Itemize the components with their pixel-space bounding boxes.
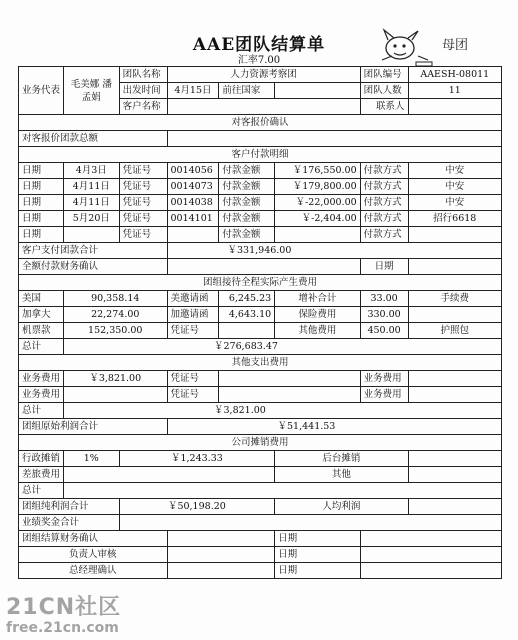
usa-value[interactable]: 90,358.14 (64, 291, 167, 307)
finance-settle-label: 团组结算财务确认 (19, 531, 168, 547)
fee-label: 手续费 (408, 291, 501, 307)
exchange-rate: 汇率7.00 (237, 55, 281, 66)
canada-label: 加拿大 (19, 307, 64, 323)
team-name-label: 团队名称 (119, 67, 167, 83)
other-expense-value-2[interactable] (408, 387, 501, 403)
payment-method-label: 付款方式 (360, 227, 408, 243)
payment-method[interactable] (408, 227, 501, 243)
payment-row (19, 211, 502, 227)
usa-label: 美国 (19, 291, 64, 307)
other-expense-value-2[interactable] (408, 371, 501, 387)
insurance-extra[interactable] (408, 307, 501, 323)
finance-settle-date-label: 日期 (275, 531, 360, 547)
costs-voucher-label: 凭证号 (167, 323, 219, 339)
quote-total-label: 对客报价团款总额 (19, 131, 168, 147)
payment-amount-label: 付款金额 (219, 163, 275, 179)
team-size-value[interactable]: 11 (408, 83, 501, 99)
travel-label: 差旅费用 (19, 467, 64, 483)
payment-date[interactable]: 4月3日 (64, 163, 120, 179)
finance-date-value[interactable] (408, 259, 501, 275)
gross-profit-value[interactable]: ￥51,441.53 (167, 419, 502, 435)
logo-text: 母团 (442, 38, 469, 53)
dest-label: 前往国家 (219, 83, 275, 99)
canada-invite-value[interactable]: 4,643.10 (219, 307, 275, 323)
payment-amount-label: 付款金额 (219, 195, 275, 211)
payment-amount-label: 付款金额 (219, 179, 275, 195)
payment-date-label: 日期 (19, 227, 64, 243)
reviewer-date-value[interactable] (360, 547, 501, 563)
other-cost-value[interactable]: 450.00 (360, 323, 408, 339)
client-value[interactable] (167, 99, 360, 115)
dest-value[interactable] (275, 83, 360, 99)
insurance-value[interactable]: 330.00 (360, 307, 408, 323)
payment-date[interactable]: 4月11日 (64, 195, 120, 211)
payment-voucher-label: 凭证号 (119, 227, 167, 243)
other-expense-voucher-value[interactable] (219, 371, 360, 387)
payment-row (19, 179, 502, 195)
back-label: 后台摊销 (275, 451, 408, 467)
net-profit-value[interactable]: ￥50,198.20 (119, 499, 275, 515)
payment-voucher-label: 凭证号 (119, 179, 167, 195)
shared-total-label: 总计 (19, 483, 64, 499)
other-expense-voucher-label: 凭证号 (167, 371, 219, 387)
supplement-label: 增补合计 (275, 291, 360, 307)
other-expense-total-value[interactable]: ￥3,821.00 (64, 403, 502, 419)
finance-confirm-label: 全额付款财务确认 (19, 259, 168, 275)
bonus-value[interactable] (119, 515, 501, 531)
business-rep-label: 业务代表 (19, 67, 64, 115)
shared-heading: 公司摊销费用 (19, 435, 502, 451)
quote-confirm-heading: 对客报价确认 (19, 115, 502, 131)
other-expense-label-2: 业务费用 (360, 387, 408, 403)
finance-settle-date-value[interactable] (360, 531, 501, 547)
payment-date-label: 日期 (19, 211, 64, 227)
payment-method-label: 付款方式 (360, 211, 408, 227)
payment-amount-label: 付款金额 (219, 227, 275, 243)
costs-heading: 团组接待全程实际产生费用 (19, 275, 502, 291)
other-expense-label: 业务费用 (19, 371, 64, 387)
payment-method[interactable]: 招行6618 (408, 211, 501, 227)
ticket-value[interactable]: 152,350.00 (64, 323, 167, 339)
payment-voucher[interactable]: 0014056 (167, 163, 219, 179)
payments-total-value[interactable]: ￥331,946.00 (167, 243, 502, 259)
other-cost-label: 其他费用 (275, 323, 360, 339)
payment-row (19, 227, 502, 243)
payments-heading: 客户付款明细 (19, 147, 502, 163)
payment-date-label: 日期 (19, 179, 64, 195)
payment-voucher-label: 凭证号 (119, 211, 167, 227)
settlement-table (18, 66, 502, 579)
finance-date-label: 日期 (360, 259, 408, 275)
other-expense-label: 业务费用 (19, 387, 64, 403)
payment-amount[interactable]: ￥-22,000.00 (275, 195, 360, 211)
bonus-label: 业绩奖金合计 (19, 515, 120, 531)
contact-label: 联系人 (360, 99, 408, 115)
payment-method-label: 付款方式 (360, 195, 408, 211)
client-label: 客户名称 (119, 99, 167, 115)
other-expense-value[interactable] (64, 387, 167, 403)
per-capita-value[interactable] (408, 499, 501, 515)
payment-voucher-label: 凭证号 (119, 195, 167, 211)
payment-method-label: 付款方式 (360, 179, 408, 195)
team-size-label: 团队人数 (360, 83, 408, 99)
shared-other-label: 其他 (275, 467, 408, 483)
costs-voucher-value[interactable] (219, 323, 275, 339)
usa-invite-label: 美邀请函 (167, 291, 219, 307)
canada-invite-label: 加邀请函 (167, 307, 219, 323)
net-profit-label: 团组纯利润合计 (19, 499, 120, 515)
reviewer-label: 负责人审核 (19, 547, 168, 563)
costs-total-value[interactable]: ￥276,683.47 (64, 339, 502, 355)
depart-value[interactable]: 4月15日 (167, 83, 219, 99)
other-expense-label-2: 业务费用 (360, 371, 408, 387)
payment-method[interactable]: 中安 (408, 163, 501, 179)
payment-date-label: 日期 (19, 163, 64, 179)
other-expense-total-label: 总计 (19, 403, 64, 419)
payment-method[interactable]: 中安 (408, 179, 501, 195)
payment-row (19, 163, 502, 179)
payment-row (19, 195, 502, 211)
other-expense-heading: 其他支出费用 (19, 355, 502, 371)
payments-total-label: 客户支付团款合计 (19, 243, 168, 259)
business-rep-names: 毛美娜 潘孟娟 (64, 67, 120, 115)
canada-value[interactable]: 22,274.00 (64, 307, 167, 323)
gm-label: 总经理确认 (19, 563, 168, 579)
team-name-value[interactable]: 人力资源考察团 (167, 67, 360, 83)
watermark-brand: 21CN社区 (6, 595, 122, 620)
quote-total-value[interactable] (167, 131, 502, 147)
payment-voucher[interactable] (167, 227, 219, 243)
finance-confirm-value[interactable] (167, 259, 360, 275)
payment-date-label: 日期 (19, 195, 64, 211)
team-no-label: 团队编号 (360, 67, 408, 83)
gross-profit-label: 团组原始利润合计 (19, 419, 168, 435)
travel-value[interactable] (64, 467, 275, 483)
passport-label: 护照包 (408, 323, 501, 339)
back-value[interactable] (408, 451, 501, 467)
other-expense-value[interactable]: ￥3,821.00 (64, 371, 167, 387)
cartoon-logo-icon (372, 26, 444, 68)
team-no-value[interactable]: AAESH-08011 (408, 67, 501, 83)
usa-invite-value[interactable]: 6,245.23 (219, 291, 275, 307)
payment-method[interactable]: 中安 (408, 195, 501, 211)
gm-value[interactable] (167, 563, 275, 579)
payment-amount[interactable]: ￥176,550.00 (275, 163, 360, 179)
page-title: AAE团队结算单 (192, 35, 326, 55)
shared-other-value[interactable] (408, 467, 501, 483)
payment-method-label: 付款方式 (360, 163, 408, 179)
payment-amount[interactable] (275, 227, 360, 243)
contact-value[interactable] (408, 99, 501, 115)
costs-total-label: 总计 (19, 339, 64, 355)
other-expense-voucher-label: 凭证号 (167, 387, 219, 403)
payment-date[interactable] (64, 227, 120, 243)
insurance-label: 保险费用 (275, 307, 360, 323)
payment-voucher[interactable]: 0014101 (167, 211, 219, 227)
other-expense-voucher-value[interactable] (219, 387, 360, 403)
depart-label: 出发时间 (119, 83, 167, 99)
payment-amount[interactable]: ￥-2,404.00 (275, 211, 360, 227)
admin-label: 行政摊销 (19, 451, 64, 467)
admin-pct[interactable]: 1% (64, 451, 120, 467)
payment-amount[interactable]: ￥179,800.00 (275, 179, 360, 195)
finance-settle-value[interactable] (167, 531, 275, 547)
payment-amount-label: 付款金额 (219, 211, 275, 227)
admin-value[interactable]: ￥1,243.33 (119, 451, 275, 467)
gm-date-value[interactable] (360, 563, 501, 579)
payment-date[interactable]: 5月20日 (64, 211, 120, 227)
reviewer-value[interactable] (167, 547, 275, 563)
payment-voucher[interactable]: 0014038 (167, 195, 219, 211)
ticket-label: 机票款 (19, 323, 64, 339)
payment-voucher-label: 凭证号 (119, 163, 167, 179)
supplement-value[interactable]: 33.00 (360, 291, 408, 307)
shared-total-value[interactable] (64, 483, 502, 499)
gm-date-label: 日期 (275, 563, 360, 579)
watermark-url: free.21cn.com (6, 620, 119, 636)
payment-voucher[interactable]: 0014073 (167, 179, 219, 195)
reviewer-date-label: 日期 (275, 547, 360, 563)
payment-date[interactable]: 4月11日 (64, 179, 120, 195)
per-capita-label: 人均利润 (275, 499, 408, 515)
